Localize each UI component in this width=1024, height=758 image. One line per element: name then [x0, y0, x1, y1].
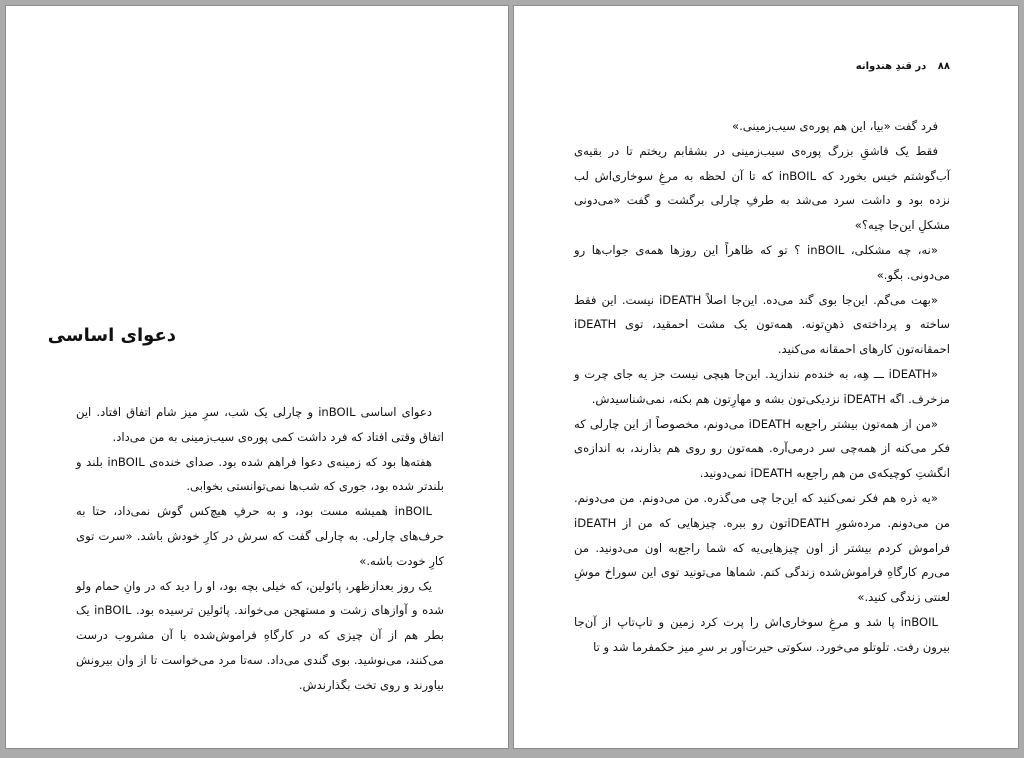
paragraph: فرد گفت «بیا، این هم پوره‌ی سیب‌زمینی.»	[732, 119, 938, 133]
paragraph: inBOIL پا شد و مرغِ سوخاری‌اش را پرت کرد زمین و تاپ‌تاپ از آن‌جا بیرون رفت. تلوتلو می‌خورد. سکوتی حیرت‌آور بر سرِ میز حکمفرما شد و تا	[574, 614, 950, 654]
paragraph: «بهت می‌گم. این‌جا بوی گند می‌ده. این‌جا اصلاً iDEATH نیست. این فقط ساخته و پرداخته‌ی ذهنِ‌تونه. همه‌تون یک مشت احمقید، توی iDEATH احمقانه‌تون کارهای احمقانه می‌کنید.	[574, 292, 950, 357]
right-page-body	[574, 114, 950, 660]
running-head	[856, 61, 950, 72]
paragraph: فقط یک قاشقِ بزرگ پوره‌ی سیب‌زمینی در بشقابم ریختم تا در بقیه‌ی آب‌گوشتم خیس بخورد که inBOIL که تا آن لحظه به مرغِ سوخاری‌اش لب نزده بود و داشت سرد می‌شد به طرفِ چارلی برگشت و گفت «می‌دونی مشکلِ این‌جا چیه؟»	[574, 143, 950, 233]
chapter-title: دعوای اساسی	[47, 325, 176, 346]
paragraph: «نه، چه مشکلی، inBOIL ؟ تو که ظاهراً این روزها همه‌ی جواب‌ها رو می‌دونی. بگو.»	[574, 242, 950, 282]
running-title: در قندِ هندوانه	[855, 61, 927, 72]
paragraph: «من از همه‌تون بیشتر راجع‌به iDEATH می‌دونم، مخصوصاً از این چارلی که فکر می‌کنه از همه‌چی سر درمی‌آره. همه‌تون رو روی هم بذارند، به اندازه‌ی انگشتِ کوچیکه‌ی من هم راجع‌به iDEATH نمی‌دونید.	[574, 416, 950, 481]
left-page	[5, 5, 509, 749]
paragraph: دعوای اساسی inBOIL و چارلی یک شب، سرِ میز شام اتفاق افتاد. این اتفاق وقتی افتاد که فرد داشت کمی پوره‌ی سیب‌زمینی به من می‌داد.	[76, 405, 444, 444]
paragraph: یک روز بعدازظهر، پائولین، که خیلی بچه بود، او را دید که در وانِ حمام ولو شده و آوازهای زشت و مستهجن می‌خواند. پائولین ترسیده بود. inBOIL یک بطر هم از آن چیزی که در کارگاهِ فراموش‌شده با آن مشروب درست می‌کنند، می‌نوشید. بوی گندی می‌داد. سه‌تا مرد می‌خواست تا از وان بیرونش بیاورند و روی تخت بگذارندش.	[76, 578, 444, 692]
left-page-body	[76, 400, 444, 698]
paragraph: هفته‌ها بود که زمینه‌ی دعوا فراهم شده بود. صدای خنده‌ی inBOIL بلند و بلندتر شده بود، جوری که شب‌ها نمی‌توانستی بخوابی.	[76, 454, 444, 494]
right-page	[513, 5, 1019, 749]
paragraph: «iDEATH ـــ هِه، به خندەم نندازید. این‌جا هیچی نیست جز یه جای چرت و مزخرف. اگه iDEATH نزدیکی‌تون بشه و مهارِتون هم بکنه، نمی‌شناسیدش.	[574, 366, 950, 406]
page-number: ۸۸	[937, 61, 950, 72]
paragraph: «یه ذره هم فکر نمی‌کنید که این‌جا چی می‌گذره. من می‌دونم. من می‌دونم. من می‌دونم. مرده‌شورِ iDEATHتون رو ببره. چیزهایی که من از iDEATH فراموش کردم بیشتر از اون چیزهایی‌یه که شما راجع‌به اون می‌دونید. من می‌رم کارگاهِ فراموش‌شده زندگی کنم. شماها می‌تونید توی این سوراخ موشِ لعنتی زندگی کنید.»	[574, 490, 950, 605]
paragraph: inBOIL همیشه مست بود، و به حرفِ هیچ‌کس گوش نمی‌داد، حتا به حرف‌های چارلی. به چارلی گفت که سرش در کارِ خودش باشد. «سرت توی کارِ خودت باشه.»	[76, 504, 444, 568]
